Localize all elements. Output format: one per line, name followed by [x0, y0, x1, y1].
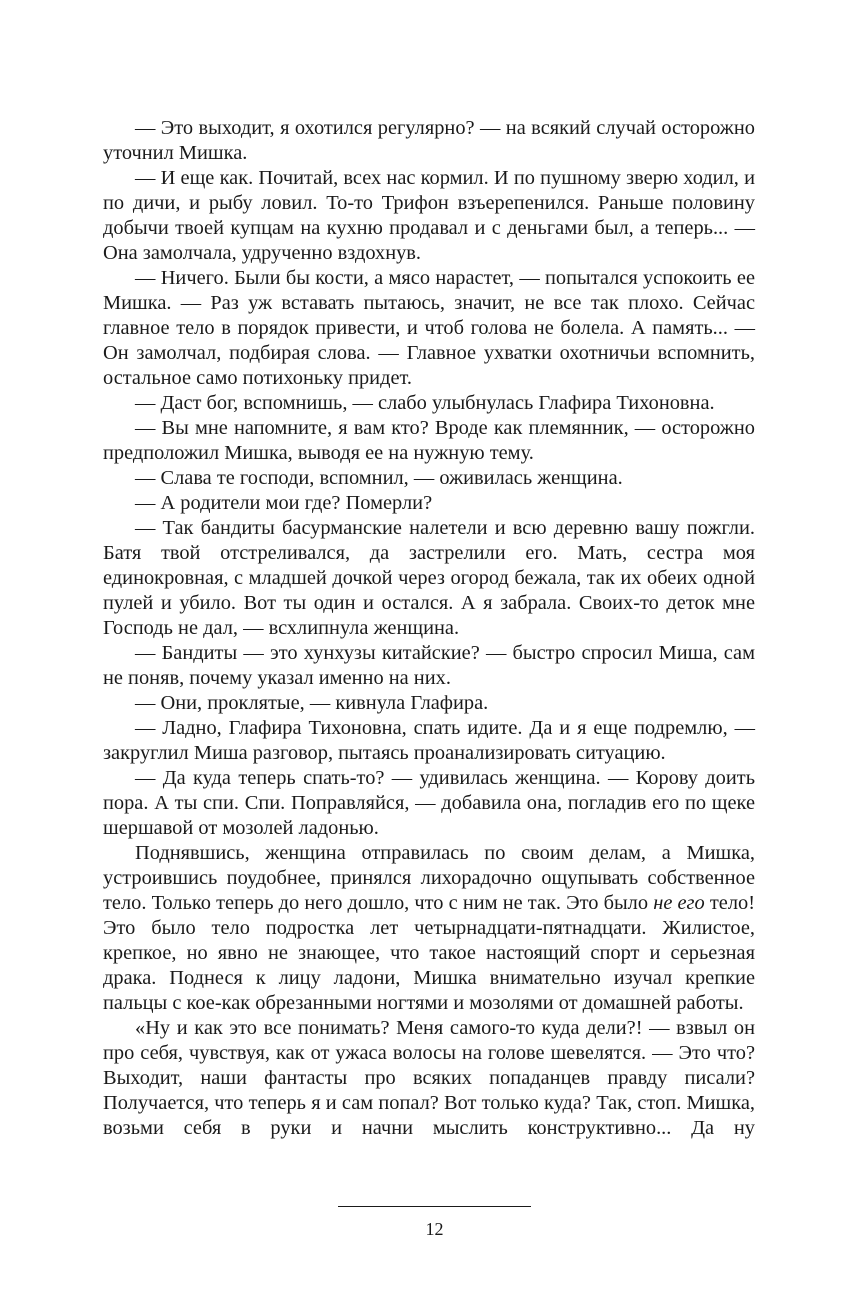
paragraph-2: — И еще как. Почитай, всех нас кормил. И по пушному зверю ходил, и по дичи, и рыбу ловил. То-то Трифон взъерепенился. Раньше половину добычи твоей купцам на кухню продавал и с деньгами был, а теперь... — Она замолчала, удрученно вздохнув.	[103, 167, 755, 264]
page-number: 12	[425, 1219, 444, 1239]
paragraph-13-part-1: Поднявшись, женщина отправилась по своим делам, а Мишка, устроившись поудобнее, принялся лихорадочно ощупывать собственное тело. Только теперь до него дошло, что с ним не так. Это было	[103, 842, 755, 914]
paragraph-9: — Бандиты — это хунхузы китайские? — быстро спросил Миша, сам не поняв, почему указал именно на них.	[103, 642, 755, 689]
paragraph-12: — Да куда теперь спать-то? — удивилась женщина. — Корову доить пора. А ты спи. Спи. Поправляйся, — добавила она, погладив его по щеке шершавой от мозолей ладонью.	[103, 767, 755, 839]
paragraph-4: — Даст бог, вспомнишь, — слабо улыбнулась Глафира Тихоновна.	[135, 392, 715, 414]
paragraph-13-emphasis: не его	[653, 892, 705, 914]
paragraph-3: — Ничего. Были бы кости, а мясо нарастет, — попытался успокоить ее Мишка. — Раз уж вставать пытаюсь, значит, не все так плохо. Сейчас главное тело в порядок привести, и чтоб голова не болела. А память... — Он замолчал, подбирая слова. — Главное ухватки охотничьи вспомнить, остальное само потихоньку придет.	[103, 267, 755, 389]
footer-rule	[338, 1206, 531, 1207]
paragraph-14: «Ну и как это все понимать? Меня самого-то куда дели?! — взвыл он про себя, чувствуя, как от ужаса волосы на голове шевелятся. — Это что? Выходит, наши фантасты про всяких попаданцев правду писали? Получается, что теперь я и сам попал? Вот только куда? Так, стоп. Мишка, возьми себя в руки и начни мыслить конструктивно... Да ну	[103, 1017, 755, 1139]
paragraph-5: — Вы мне напомните, я вам кто? Вроде как племянник, — осторожно предположил Мишка, выводя ее на нужную тему.	[103, 417, 755, 464]
paragraph-1: — Это выходит, я охотился регулярно? — на всякий случай осторожно уточнил Мишка.	[103, 117, 755, 164]
paragraph-11: — Ладно, Глафира Тихоновна, спать идите. Да и я еще подремлю, — закруглил Миша разговор, пытаясь проанализировать ситуацию.	[103, 717, 755, 764]
paragraph-6: — Слава те господи, вспомнил, — оживилась женщина.	[135, 467, 623, 489]
book-page	[103, 116, 755, 1141]
paragraph-8: — Так бандиты басурманские налетели и всю деревню вашу пожгли. Батя твой отстреливался, да застрелили его. Мать, сестра моя единокровная, с младшей дочкой через огород бежала, так их обеих одной пулей и убило. Вот ты один и остался. А я забрала. Своих-то деток мне Господь не дал, — всхлипнула женщина.	[103, 517, 755, 639]
paragraph-13	[103, 841, 755, 1016]
paragraph-7: — А родители мои где? Померли?	[135, 492, 433, 514]
paragraph-13-part-2: тело! Это было тело подростка лет четырнадцати-пятнадцати. Жилистое, крепкое, но явно не знающее, что такое настоящий спорт и серьезная драка. Поднеся к лицу ладони, Мишка внимательно изучал крепкие пальцы с кое-как обрезанными ногтями и мозолями от домашней работы.	[103, 892, 755, 1014]
paragraph-10: — Они, проклятые, — кивнула Глафира.	[135, 692, 489, 714]
